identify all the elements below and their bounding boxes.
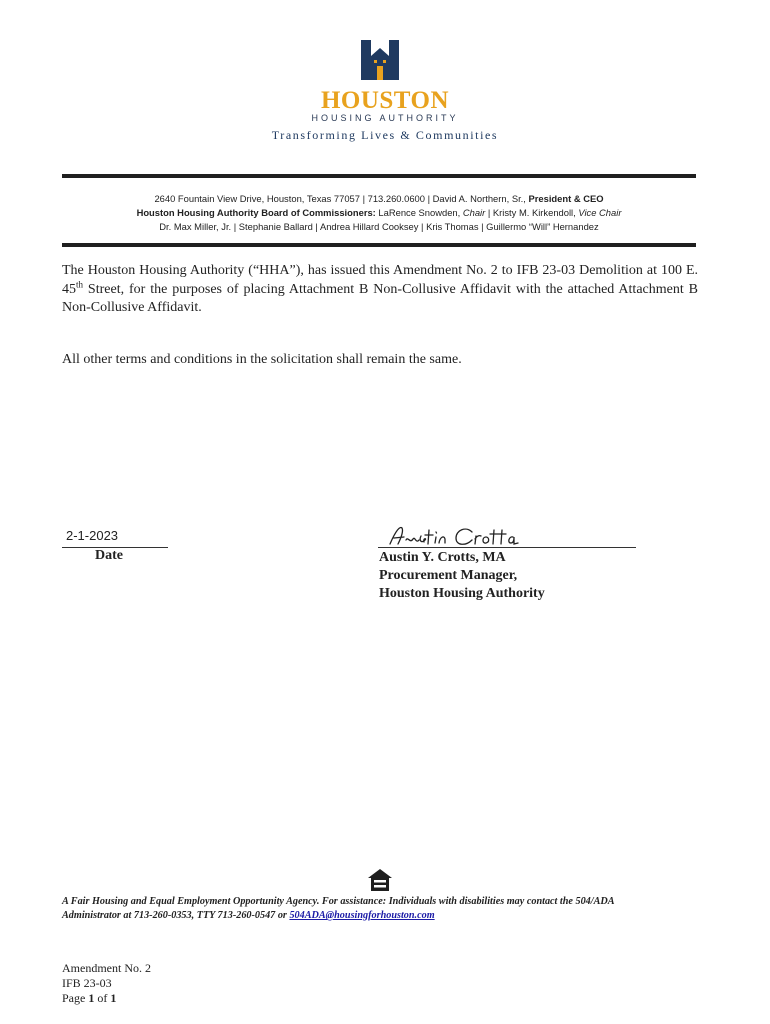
equal-housing-opportunity-icon <box>367 867 393 893</box>
board-member: LaRence Snowden, <box>375 207 463 218</box>
handwritten-signature <box>386 522 522 550</box>
footer-notice: A Fair Housing and Equal Employment Opportunity Agency. For assistance: Individuals with disabilities may contact the 504/ADA <box>62 896 615 907</box>
paragraph-text: Street, for the purposes of placing Attachment B Non-Collusive Affidavit with the attached Attachment B Non-Collusive Affidavit. <box>62 281 698 315</box>
header-rule-bottom <box>62 243 696 247</box>
amendment-paragraph <box>62 262 698 318</box>
signer-name: Austin Y. Crotts, MA <box>379 550 506 565</box>
date-label: Date <box>95 548 123 563</box>
ifb-number: IFB 23-03 <box>62 976 112 990</box>
ceo-title: President & CEO <box>528 193 604 204</box>
board-label: Houston Housing Authority Board of Commissioners: <box>136 207 376 218</box>
address-text: 2640 Fountain View Drive, Houston, Texas 77057 | 713.260.0600 | David A. Northern, Sr., <box>154 193 529 204</box>
amendment-number: Amendment No. 2 <box>62 961 151 975</box>
board-role: Chair <box>462 207 486 218</box>
tagline: Transforming Lives & Communities <box>271 128 499 142</box>
address-line <box>62 193 696 204</box>
logo-subtitle: HOUSING AUTHORITY <box>311 113 459 123</box>
hha-logo-icon <box>357 38 403 84</box>
page-total: 1 <box>110 991 117 1005</box>
signer-organization: Houston Housing Authority <box>379 586 545 601</box>
board-role: Vice Chair <box>578 207 622 218</box>
ordinal-suffix: th <box>76 278 84 289</box>
footer-contact <box>62 910 435 921</box>
ada-email-link[interactable]: 504ADA@housingforhouston.com <box>289 910 435 921</box>
board-members-line: Dr. Max Miller, Jr. | Stephanie Ballard | Andrea Hillard Cooksey | Kris Thomas | Guillermo “Will” Hernandez <box>159 221 599 232</box>
page-prefix: Page <box>62 991 89 1005</box>
board-line <box>62 207 696 218</box>
date-value: 2-1-2023 <box>66 528 119 543</box>
board-member: | Kristy M. Kirkendoll, <box>485 207 579 218</box>
signer-title: Procurement Manager, <box>379 568 518 583</box>
header-rule-top <box>62 174 696 178</box>
signature-underline <box>378 547 636 548</box>
paragraph-text: The Houston Housing Authority (“HHA”), has issued this Amendment No. 2 to IFB 23-03 Demolition at 100 E. 45 <box>62 263 698 297</box>
footer-contact-text: Administrator at 713-260-0353, TTY 713-260-0547 or <box>62 910 290 921</box>
terms-paragraph: All other terms and conditions in the solicitation shall remain the same. <box>62 352 462 367</box>
logo-wordmark: HOUSTON <box>320 87 450 114</box>
page-current: 1 <box>88 991 95 1005</box>
page-number <box>62 991 116 1006</box>
page-of: of <box>94 991 111 1005</box>
